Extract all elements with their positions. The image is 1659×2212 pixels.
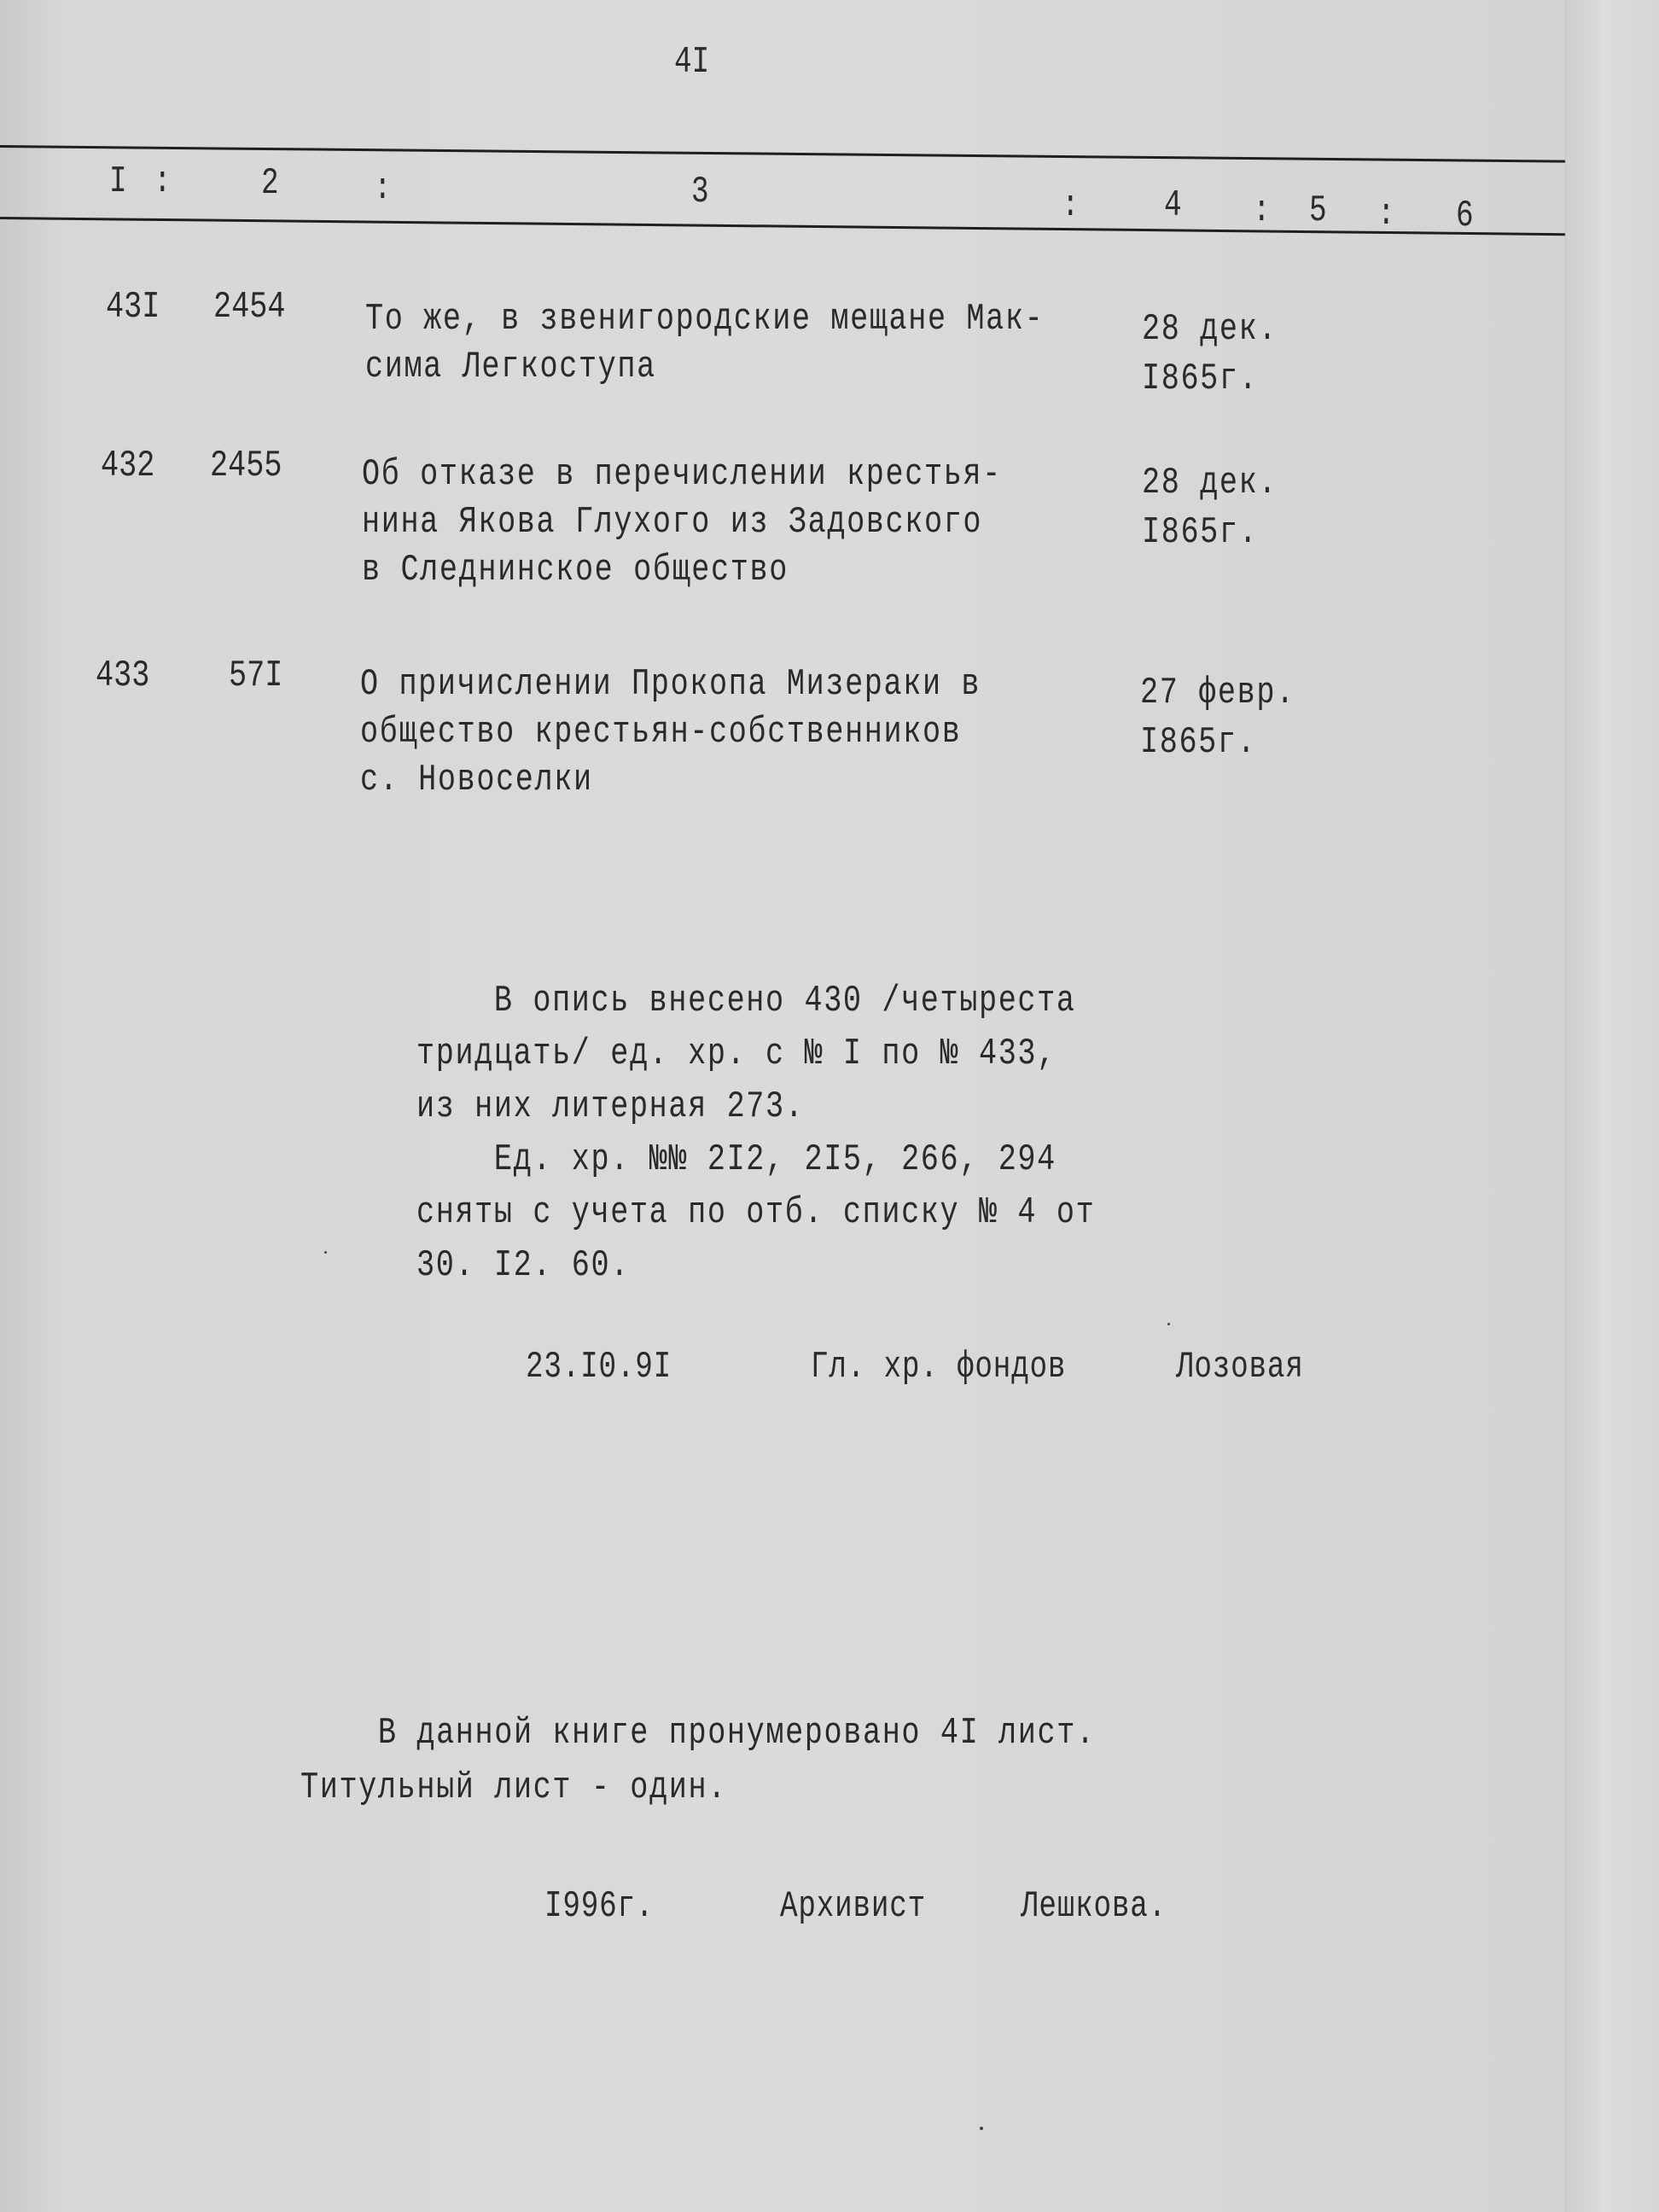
signature-date: I996г. [544, 1885, 655, 1928]
entry-title: То же, в звенигородские мещане Мак- сима Легкоступа [365, 298, 1045, 388]
entry-number: 432 [101, 445, 155, 487]
entry-date: 28 дек. I865г. [1142, 308, 1278, 400]
entry-old-number: 2454 [213, 286, 286, 329]
entry-old-number: 2455 [210, 445, 282, 487]
column-header-2: 2 [261, 162, 279, 205]
entry-number: 433 [96, 655, 150, 697]
column-header-3: 3 [691, 171, 709, 213]
table-header-bottom-rule [0, 217, 1565, 236]
signature-name: Лозовая [1176, 1346, 1304, 1388]
column-separator: : [1062, 184, 1080, 227]
signature-date: 23.I0.9I [526, 1346, 672, 1388]
paper-speck [324, 1251, 327, 1254]
column-separator: : [1253, 189, 1271, 232]
column-header-5: 5 [1309, 189, 1327, 232]
entry-title: О причислении Прокопа Мизераки в общество крестьян-собственников с. Новоселки [360, 663, 981, 801]
certification-note: В данной книге пронумеровано 4I лист. Титульный лист - один. [300, 1712, 1096, 1809]
page-edge [1565, 0, 1659, 2212]
paper-speck [980, 2127, 983, 2130]
column-separator: : [1377, 193, 1395, 236]
entry-date: 27 февр. I865г. [1140, 672, 1295, 764]
column-separator: : [374, 167, 392, 210]
signature-name: Лешкова. [1021, 1885, 1167, 1928]
page-number: 4I [674, 41, 710, 84]
column-header-1: I [109, 160, 127, 203]
entry-title: Об отказе в перечислении крестья- нина Якова Глухого из Задовского в Следнинское общество [362, 453, 1002, 591]
signature-position: Гл. хр. фондов [811, 1346, 1067, 1388]
entry-number: 43I [106, 286, 160, 329]
column-header-4: 4 [1164, 184, 1182, 227]
column-header-6: 6 [1456, 195, 1474, 237]
signature-position: Архивист [780, 1885, 927, 1928]
paper-speck [1167, 1323, 1170, 1325]
table-header-top-rule [0, 145, 1565, 163]
column-separator: : [154, 160, 172, 203]
entry-old-number: 57I [229, 655, 283, 697]
inventory-summary: В опись внесено 430 /четыреста тридцать/ ед. хр. с № I по № 433, из них литерная 273. Ед. хр. №№ 2I2, 2I5, 266, 294 сняты с учета по отб. списку № 4 от 30. I2. 60. [416, 980, 1096, 1287]
entry-date: 28 дек. I865г. [1142, 462, 1278, 554]
